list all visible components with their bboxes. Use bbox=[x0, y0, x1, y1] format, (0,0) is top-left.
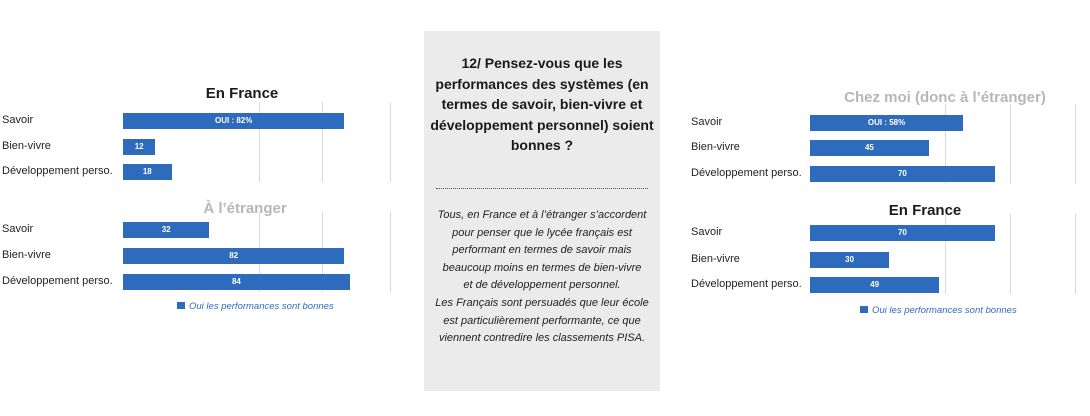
gridline bbox=[1075, 214, 1076, 294]
category-label: Développement perso. bbox=[691, 167, 802, 179]
gridline bbox=[390, 212, 391, 292]
legend-right bbox=[860, 305, 1017, 316]
bar-value-label: 82 bbox=[229, 251, 239, 260]
commentary-line: et de développement personnel. bbox=[463, 279, 621, 292]
legend-left bbox=[177, 301, 334, 312]
commentary-line: est particulièrement performante, ce que bbox=[443, 314, 641, 327]
chart-title: En France bbox=[888, 202, 962, 219]
bar-value-label: 18 bbox=[142, 167, 152, 176]
bar-value-label: 32 bbox=[161, 225, 171, 234]
chart-title: Chez moi (donc à l’étranger) bbox=[844, 89, 1046, 106]
chart-title: À l’étranger bbox=[203, 200, 287, 217]
question-commentary bbox=[428, 207, 656, 348]
commentary-line: beaucoup moins en termes de bien-vivre bbox=[442, 261, 642, 274]
bar-value-label: 30 bbox=[845, 255, 855, 264]
category-label: Savoir bbox=[2, 223, 34, 235]
commentary-line: viennent contredire les classements PISA. bbox=[438, 332, 646, 345]
category-label: Développement perso. bbox=[2, 165, 113, 177]
category-label: Bien-vivre bbox=[691, 141, 740, 153]
bar-value-label: 12 bbox=[134, 142, 144, 151]
question-title: 12/ Pensez-vous que les performances des systèmes (en termes de savoir, bien-vivre et développement personnel) soient bonnes ? bbox=[430, 55, 654, 153]
category-label: Savoir bbox=[2, 114, 34, 126]
bar-value-label: 70 bbox=[897, 169, 907, 178]
bar-value-label: 45 bbox=[864, 143, 874, 152]
category-label: Développement perso. bbox=[2, 275, 113, 287]
category-label: Savoir bbox=[691, 226, 723, 238]
commentary-line: Tous, en France et à l’étranger s’accordent bbox=[437, 209, 647, 221]
bar-value-label: OUI : 58% bbox=[867, 118, 906, 127]
commentary-line: pour penser que le lycée français est bbox=[452, 226, 632, 239]
gridline bbox=[1010, 104, 1011, 184]
legend-text: Oui les performances sont bonnes bbox=[189, 301, 334, 312]
legend-text: Oui les performances sont bonnes bbox=[872, 305, 1017, 316]
legend-swatch-icon bbox=[177, 302, 185, 309]
legend-swatch-icon bbox=[860, 306, 868, 313]
bar-value-label: 84 bbox=[231, 277, 241, 286]
category-label: Bien-vivre bbox=[691, 253, 740, 265]
category-label: Bien-vivre bbox=[2, 140, 51, 152]
commentary-line: Les Français sont persuadés que leur école bbox=[435, 296, 649, 309]
dotted-divider bbox=[436, 188, 648, 189]
category-label: Développement perso. bbox=[691, 278, 802, 290]
question-box bbox=[424, 31, 660, 391]
category-label: Savoir bbox=[691, 116, 723, 128]
gridline bbox=[390, 102, 391, 182]
gridline bbox=[1075, 104, 1076, 184]
bar-value-label: OUI : 82% bbox=[215, 116, 253, 125]
bar-value-label: 49 bbox=[870, 280, 880, 289]
gridline bbox=[1010, 214, 1011, 294]
chart-title: En France bbox=[205, 85, 279, 102]
category-label: Bien-vivre bbox=[2, 249, 51, 261]
commentary-line: performant en termes de savoir mais bbox=[452, 244, 632, 257]
bar-value-label: 70 bbox=[897, 228, 907, 237]
